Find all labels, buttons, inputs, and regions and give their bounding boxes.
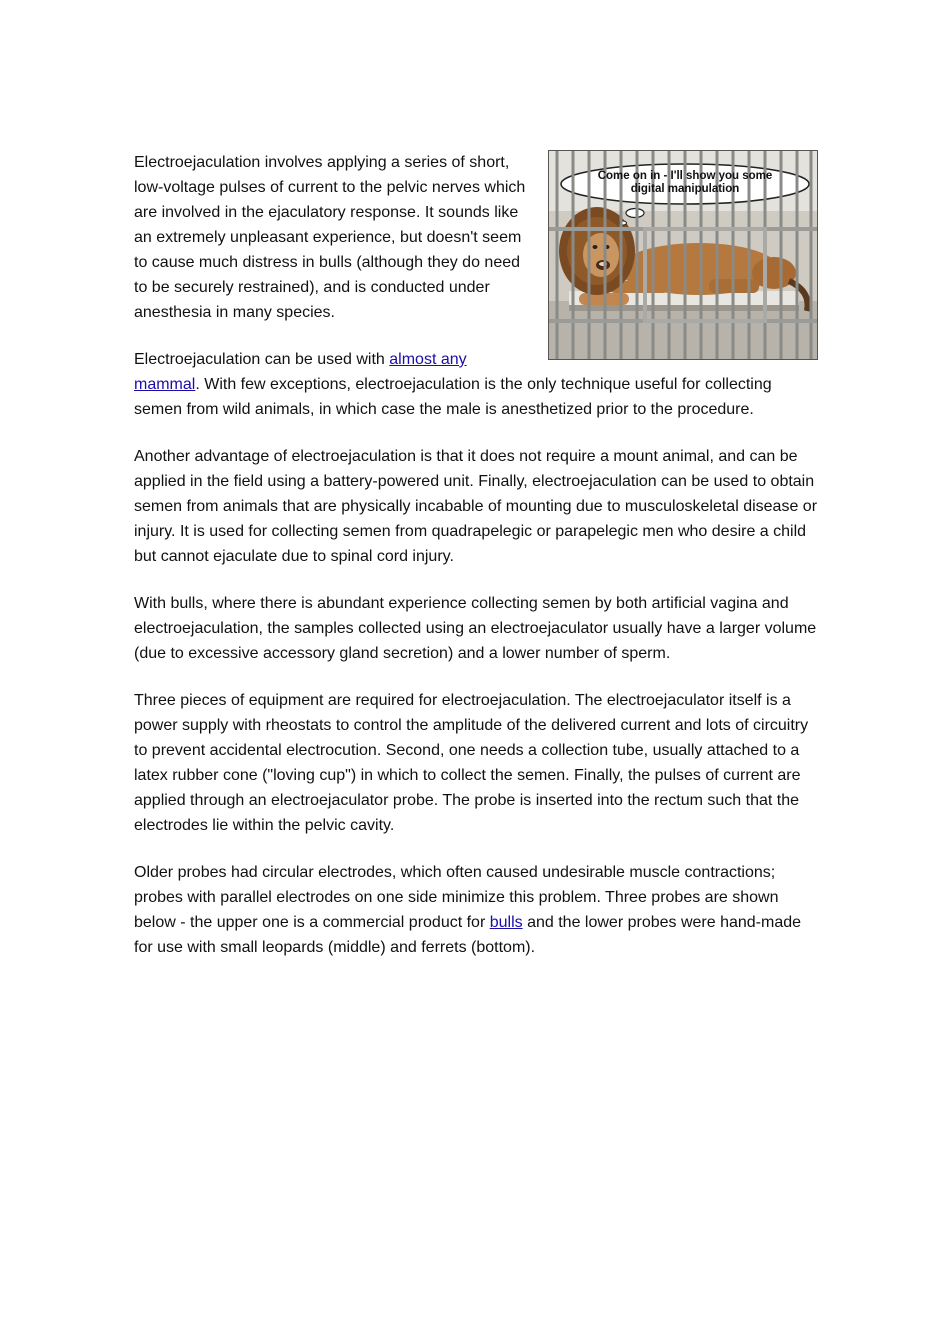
paragraph-2-text-end: . With few exceptions, electroejaculation is the only technique useful for collecting semen from wild animals, in which case the male is anesthetized prior to the procedure. (134, 376, 772, 418)
paragraph-5: Three pieces of equipment are required for electroejaculation. The electroejaculator itself is a power supply with rheostats to control the amplitude of the delivered current and lots of circuitry to prevent accidental electrocution. Second, one needs a collection tube, usually attached to a latex rubber cone ("loving cup") in which to collect the semen. Finally, the pulses of current are applied through an electroejaculator probe. The probe is inserted into the rectum such that the electrodes lie within the pelvic cavity. (134, 692, 809, 834)
document-body (134, 150, 818, 982)
paragraph-4: With bulls, where there is abundant experience collecting semen by both artificial vagina and electroejaculation, the samples collected using an electroejaculator usually have a larger volume (due to excessive accessory gland secretion) and a lower number of sperm. (134, 595, 817, 662)
almost-any-mammal-link[interactable]: almost any mammal (134, 351, 467, 393)
speech-bubble-text: Come on in - I'll show you some digital manipulation (597, 170, 773, 195)
paragraph-2-text-start: Electroejaculation can be used with (134, 351, 390, 368)
paragraph-3: Another advantage of electroejaculation is that it does not require a mount animal, and can be applied in the field using a battery-powered unit. Finally, electroejaculation can be used to obtain semen from animals that are physically incabable of mounting due to musculoskeletal disease or injury. It is used for collecting semen from quadrapelegic or parapelegic men who desire a child but cannot ejaculate due to spinal cord injury. (134, 448, 818, 565)
paragraph-6 (134, 860, 818, 960)
paragraph-1: Electroejaculation involves applying a series of short, low-voltage pulses of current to the pelvic nerves which are involved in the ejaculatory response. It sounds like an extremely unpleasant experience, but doesn't seem to cause much distress in bulls (although they do need to be securely restrained), and is conducted under anesthesia in many species. (134, 154, 526, 321)
paragraph-6-text-end: and the lower probes were hand-made for use with small leopards (middle) and ferrets (bottom). (134, 914, 802, 956)
bulls-link[interactable]: bulls (489, 914, 523, 931)
paragraph-6-text-start: Older probes had circular electrodes, which often caused undesirable muscle contractions; probes with parallel electrodes on one side minimize this problem. Three probes are shown below - the upper one is a commercial product for (134, 864, 779, 931)
lion-in-cage-image (548, 150, 818, 360)
